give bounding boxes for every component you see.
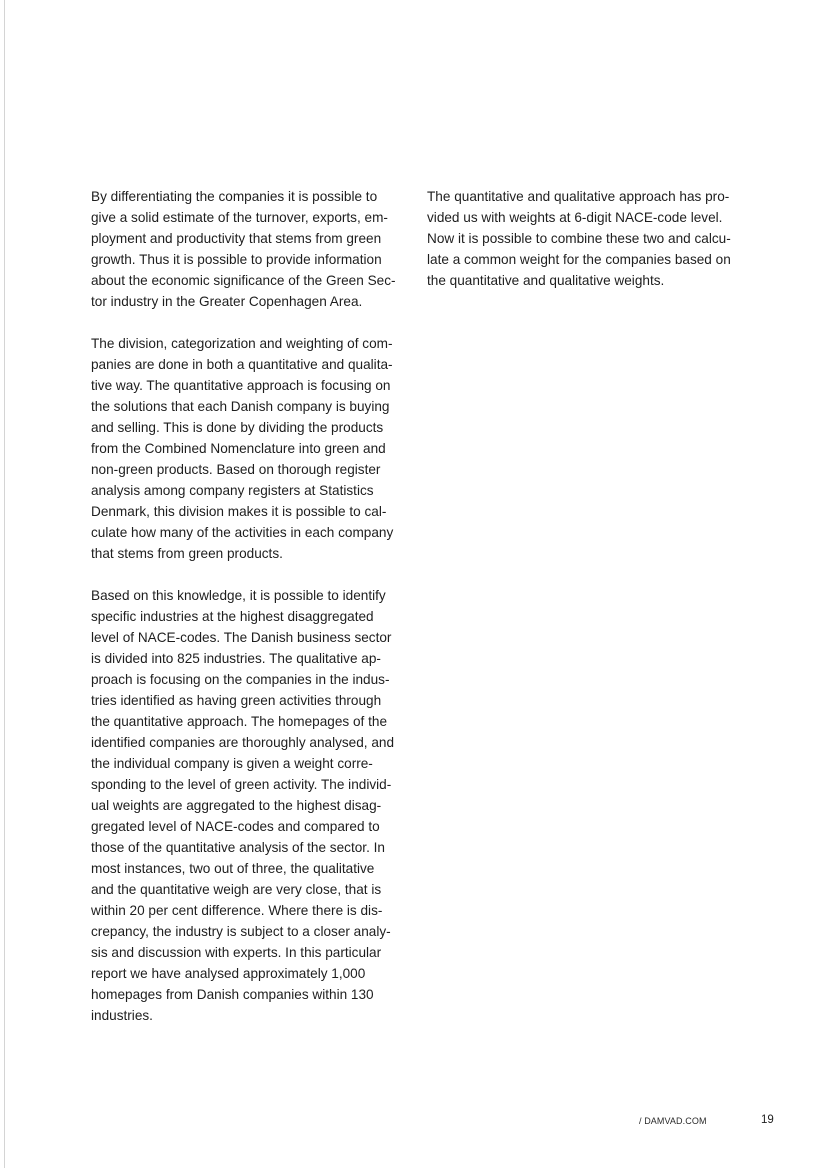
text-line: the quantitative and qualitative weights. (427, 273, 665, 288)
text-line: Based on this knowledge, it is possible to identify (91, 588, 386, 603)
paragraph-4 (427, 186, 745, 291)
text-line: crepancy, the industry is subject to a closer analy- (91, 924, 391, 939)
text-line: industries. (91, 1008, 153, 1023)
text-line: the solutions that each Danish company is buying (91, 399, 390, 414)
text-line: growth. Thus it is possible to provide information (91, 252, 382, 267)
text-line: specific industries at the highest disaggregated (91, 609, 374, 624)
text-line: sis and discussion with experts. In this particular (91, 945, 382, 960)
text-line: level of NACE-codes. The Danish business sector (91, 630, 392, 645)
text-line: Denmark, this division makes it is possible to cal- (91, 504, 387, 519)
text-line: Now it is possible to combine these two and calcu- (427, 231, 731, 246)
paragraph-3 (91, 585, 409, 1026)
text-line: the individual company is given a weight corre- (91, 756, 373, 771)
text-line: about the economic significance of the Green Sec- (91, 273, 396, 288)
text-line: report we have analysed approximately 1,000 (91, 966, 366, 981)
footer-website: / DAMVAD.COM (639, 1116, 707, 1126)
text-line: ual weights are aggregated to the highest disag- (91, 798, 382, 813)
text-line: and selling. This is done by dividing the products (91, 420, 384, 435)
text-line: non-green products. Based on thorough register (91, 462, 381, 477)
text-line: panies are done in both a quantitative and qualita- (91, 357, 393, 372)
text-line: The quantitative and qualitative approach has pro- (427, 189, 730, 204)
text-line: give a solid estimate of the turnover, exports, em- (91, 210, 388, 225)
text-line: gregated level of NACE-codes and compared to (91, 819, 380, 834)
paragraph-1 (91, 186, 409, 312)
text-line: the quantitative approach. The homepages of the (91, 714, 388, 729)
text-line: sponding to the level of green activity. The individ- (91, 777, 392, 792)
page-edge-line (4, 0, 5, 1168)
text-line: homepages from Danish companies within 130 (91, 987, 374, 1002)
text-line: is divided into 825 industries. The qualitative ap- (91, 651, 381, 666)
text-line: tor industry in the Greater Copenhagen Area. (91, 294, 363, 309)
text-line: that stems from green products. (91, 546, 283, 561)
page-number: 19 (761, 1114, 774, 1126)
paragraph-2 (91, 333, 409, 564)
text-line: By differentiating the companies it is possible to (91, 189, 378, 204)
text-line: culate how many of the activities in each company (91, 525, 394, 540)
text-line: ployment and productivity that stems from green (91, 231, 382, 246)
left-text-column (91, 186, 409, 1026)
text-line: identified companies are thoroughly analysed, and (91, 735, 395, 750)
paragraph-spacer (91, 564, 409, 585)
text-line: analysis among company registers at Statistics (91, 483, 374, 498)
text-line: tries identified as having green activities through (91, 693, 382, 708)
text-line: from the Combined Nomenclature into green and (91, 441, 386, 456)
text-line: proach is focusing on the companies in the indus- (91, 672, 390, 687)
text-line: most instances, two out of three, the qualitative (91, 861, 375, 876)
text-line: vided us with weights at 6-digit NACE-code level. (427, 210, 723, 225)
text-line: those of the quantitative analysis of the sector. In (91, 840, 385, 855)
text-line: within 20 per cent difference. Where there is dis- (91, 903, 383, 918)
text-line: tive way. The quantitative approach is focusing on (91, 378, 391, 393)
text-line: late a common weight for the companies based on (427, 252, 731, 267)
text-line: The division, categorization and weighting of com- (91, 336, 393, 351)
text-line: and the quantitative weigh are very close, that is (91, 882, 382, 897)
right-text-column (427, 186, 745, 291)
paragraph-spacer (91, 312, 409, 333)
